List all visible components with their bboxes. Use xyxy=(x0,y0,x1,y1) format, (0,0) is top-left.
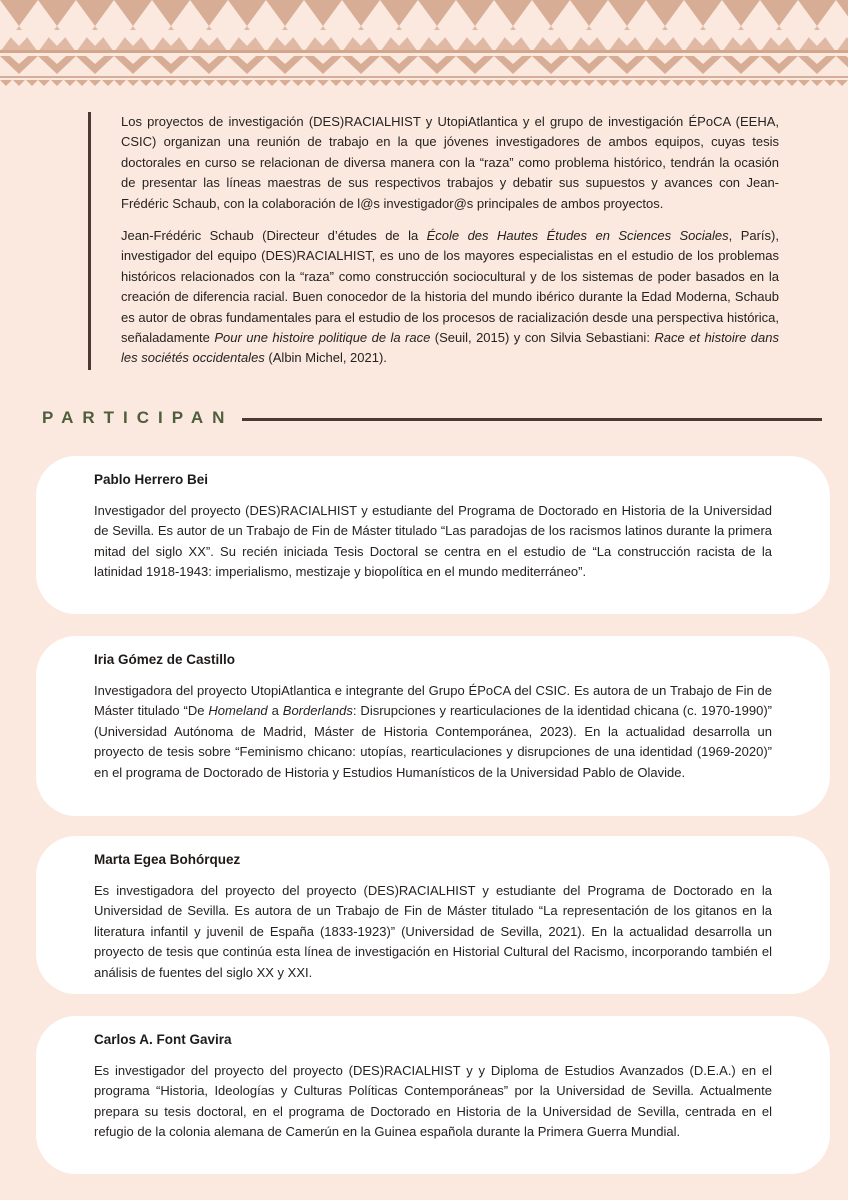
participant-name: Carlos A. Font Gavira xyxy=(94,1032,232,1047)
participant-card xyxy=(36,836,830,994)
participant-bio: Investigadora del proyecto UtopiAtlantica e integrante del Grupo ÉPoCA del CSIC. Es autora de un Trabajo de Fin de Máster titulado “De Homeland a Borderlands: Disrupciones y rearticulaciones de la identidad chicana (c. 1970-1990)” (Universidad Autónoma de Madrid, Máster de Historia Contemporánea, 2023). En la actualidad desarrolla un proyecto de tesis sobre “Feminismo chicano: utopías, rearticulaciones y disrupciones de una identidad (1969-2020)” en el programa de Doctorado de Historia y Estudios Humanísticos de la Universidad Pablo de Olavide. xyxy=(94,683,773,780)
participant-bio: Investigador del proyecto (DES)RACIALHIST y estudiante del Programa de Doctorado en Historia de la Universidad de Sevilla. Es autor de un Trabajo de Fin de Máster titulado “Las paradojas de los racismos latinos durante la primera mitad del siglo XX”. Su recién iniciada Tesis Doctoral se centra en el estudio de “La construcción racista de la latinidad 1918-1943: imperialismo, mestizaje y biopolítica en el mundo mediterráneo”. xyxy=(94,503,772,580)
participant-card xyxy=(36,636,830,816)
participants-heading-row xyxy=(42,406,822,432)
participant-name: Marta Egea Bohórquez xyxy=(94,852,241,867)
participant-card xyxy=(36,1016,830,1174)
intro-text-block xyxy=(88,112,781,370)
schaub-paragraph: Jean-Frédéric Schaub (Directeur d’études de la École des Hautes Études en Sciences Sociales, París), investigador del equipo (DES)RACIALHIST, es uno de los mayores especialistas en el estudio de los problemas históricos relacionados con la “raza” como construcción sociocultural y de los sistemas de poder basados en la creación de diferencia racial. Buen conocedor de la historia del mundo ibérico durante la Edad Moderna, Schaub es autor de obras fundamentales para el estudio de los procesos de racialización desde una perspectiva histórica, señaladamente Pour une histoire politique de la race (Seuil, 2015) y con Silvia Sebastiani: Race et histoire dans les sociétés occidentales (Albin Michel, 2021). xyxy=(121,228,779,366)
participant-name: Iria Gómez de Castillo xyxy=(94,652,236,667)
heading-divider xyxy=(242,418,822,421)
section-title: PARTICIPAN xyxy=(42,408,234,427)
intro-paragraph: Los proyectos de investigación (DES)RACIALHIST y UtopiAtlantica y el grupo de investigación ÉPoCA (EEHA, CSIC) organizan una reunión de trabajo en la que jóvenes investigadores de ambos equipos, cuyas tesis doctorales en curso se relacionan de diversa manera con la “raza” como problema histórico, tendrán la ocasión de presentar las líneas maestras de sus respectivos trabajos y debatir sus supuestos y avances con Jean-Frédéric Schaub, con la colaboración de l@s investigador@s principales de ambos proyectos. xyxy=(121,114,779,211)
participant-bio: Es investigadora del proyecto del proyecto (DES)RACIALHIST y estudiante del Programa de Doctorado en la Universidad de Sevilla. Es autora de un Trabajo de Fin de Máster titulado “La representación de los gitanos en la literatura infantil y juvenil de España (1833-1923)” (Universidad de Sevilla, 2021). En la actualidad desarrolla un proyecto de tesis que continúa esta línea de investigación en Historial Cultural del Racismo, incorporando también el análisis de fuentes del siglo XX y XXI. xyxy=(94,883,772,980)
decorative-tribal-border xyxy=(0,0,848,90)
participant-bio: Es investigador del proyecto del proyecto (DES)RACIALHIST y y Diploma de Estudios Avanzados (D.E.A.) en el programa “Historia, Ideologías y Culturas Políticas Contemporáneas” por la Universidad de Sevilla. Actualmente prepara su tesis doctoral, en el programa de Doctorado en Historia de la Universidad de Sevilla, centrada en el refugio de la colonia alemana de Camerún en la Guinea española durante la Primera Guerra Mundial. xyxy=(94,1063,772,1140)
participant-card xyxy=(36,456,830,614)
participant-name: Pablo Herrero Bei xyxy=(94,472,209,487)
